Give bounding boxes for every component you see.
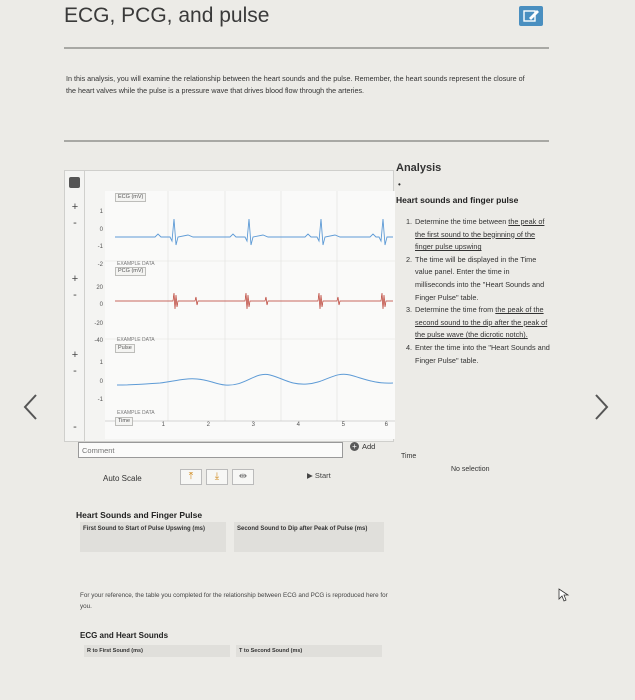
analysis-title: Analysis [396, 162, 442, 174]
reference-note: For your reference, the table you completed for the relationship between ECG and PCG is reproduced here for you. [80, 592, 388, 610]
pcg-channel-label[interactable]: PCG (mV) [115, 267, 146, 276]
time-value-label: Time [401, 453, 417, 460]
step-underlined-text: the peak of the first sound to the beginning of the finger pulse upswing [415, 217, 545, 252]
step-number: 4. [406, 342, 413, 352]
pcg-tick-top: 20 [96, 285, 103, 291]
analysis-step [406, 254, 551, 304]
analysis-bullet: • [398, 180, 401, 189]
analysis-step [406, 342, 551, 367]
time-tick-1: 1 [161, 422, 165, 428]
analysis-panel [396, 162, 556, 365]
pulse-channel-label[interactable]: Pulse [115, 344, 135, 353]
channel-menu-icon[interactable] [69, 177, 80, 188]
table-header: T to Second Sound (ms) [236, 645, 382, 657]
time-tick-5: 5 [341, 422, 345, 428]
marker-tool-button[interactable]: ⤒ [180, 469, 202, 485]
time-value-readout: No selection [451, 466, 490, 473]
step-text: Determine the time between [415, 217, 509, 226]
ecg-zoom-in-button[interactable]: + [71, 201, 79, 213]
analysis-step [406, 216, 551, 254]
next-arrow-icon[interactable] [590, 392, 612, 422]
ecg-tick-mid: 0 [99, 227, 103, 233]
range-tool-button[interactable]: ⇹ [232, 469, 254, 485]
pcg-zoom-in-button[interactable]: + [71, 273, 79, 285]
edit-button[interactable] [519, 6, 543, 26]
heart-sounds-table-title: Heart Sounds and Finger Pulse [76, 510, 203, 520]
pulse-zoom-out-button[interactable]: - [73, 365, 77, 377]
pcg-tick-extra: -40 [94, 338, 103, 344]
ecg-tick-extra: -2 [97, 262, 103, 268]
step-number: 1. [406, 217, 413, 226]
step-text: Determine the time from [415, 305, 496, 315]
analysis-steps [406, 216, 551, 367]
chart-panel [64, 170, 394, 442]
ecg-channel-label[interactable]: ECG (mV) [115, 193, 146, 202]
step-number: 2. [406, 254, 413, 264]
intro-text: In this analysis, you will examine the relationship between the heart sounds and the pulse. Remember, the heart sounds represent the closure of the heart valves while the pulse is a pressure wave that drives blood flow through the arteries. [66, 74, 525, 95]
auto-scale-button[interactable]: Auto Scale [103, 474, 142, 483]
title-divider [64, 47, 549, 49]
table-header: Second Sound to Dip after Peak of Pulse (ms) [234, 522, 384, 552]
time-axis-label: Time [115, 417, 133, 426]
time-tick-2: 2 [206, 422, 210, 428]
table-header: R to First Sound (ms) [84, 645, 230, 657]
time-zoom-out-button[interactable]: - [73, 421, 77, 433]
analysis-subtitle: Heart sounds and finger pulse [396, 195, 519, 205]
mouse-cursor-icon [558, 588, 570, 602]
ecg-tick-bottom: -1 [97, 244, 103, 250]
previous-arrow-icon[interactable] [20, 392, 42, 422]
comment-input[interactable] [78, 442, 343, 458]
step-number: 3. [406, 305, 413, 315]
page-title: ECG, PCG, and pulse [64, 4, 270, 27]
edit-icon [519, 6, 543, 26]
intro-divider [64, 140, 549, 142]
pulse-zoom-in-button[interactable]: + [71, 349, 79, 361]
ecg-table-title: ECG and Heart Sounds [80, 631, 169, 640]
ecg-example-label: EXAMPLE DATA [117, 261, 155, 267]
ecg-heart-sounds-table [84, 645, 384, 657]
plot-area[interactable] [85, 171, 395, 443]
step-underlined-text: the peak of the second sound to the dip after the peak of the pulse wave (the dicrotic notch). [415, 305, 548, 340]
table-header: First Sound to Start of Pulse Upswing (ms) [80, 522, 226, 552]
chart-toolbar [65, 171, 85, 443]
plot-svg [85, 171, 395, 443]
pcg-tick-mid: 0 [99, 302, 103, 308]
selection-tools [180, 469, 254, 485]
pcg-tick-bottom: -20 [94, 321, 103, 327]
time-tick-6: 6 [384, 422, 388, 428]
pulse-tick-top: 1 [99, 360, 103, 366]
start-label: Start [314, 471, 331, 480]
plus-circle-icon: + [350, 442, 359, 451]
add-comment-label: Add [362, 442, 376, 451]
step-text: Enter the time into the "Heart Sounds and Finger Pulse" table. [415, 342, 550, 365]
pcg-example-label: EXAMPLE DATA [117, 337, 155, 343]
ecg-tick-top: 1 [99, 209, 103, 215]
marker-tool-2-button[interactable]: ⤓ [206, 469, 228, 485]
add-comment-button[interactable] [350, 442, 375, 451]
pulse-example-label: EXAMPLE DATA [117, 410, 155, 416]
play-icon: ▶ [307, 471, 313, 480]
time-tick-4: 4 [296, 422, 300, 428]
step-text: The time will be displayed in the Time value panel. Enter the time in milliseconds into the "Heart Sounds and Finger Pulse" table. [415, 254, 545, 302]
pcg-zoom-out-button[interactable]: - [73, 289, 77, 301]
heart-sounds-table [80, 522, 388, 552]
start-button[interactable] [307, 471, 331, 480]
pulse-tick-bottom: -1 [97, 397, 103, 403]
pulse-tick-mid: 0 [99, 379, 103, 385]
time-tick-3: 3 [251, 422, 255, 428]
ecg-zoom-out-button[interactable]: - [73, 217, 77, 229]
analysis-step [406, 304, 551, 342]
